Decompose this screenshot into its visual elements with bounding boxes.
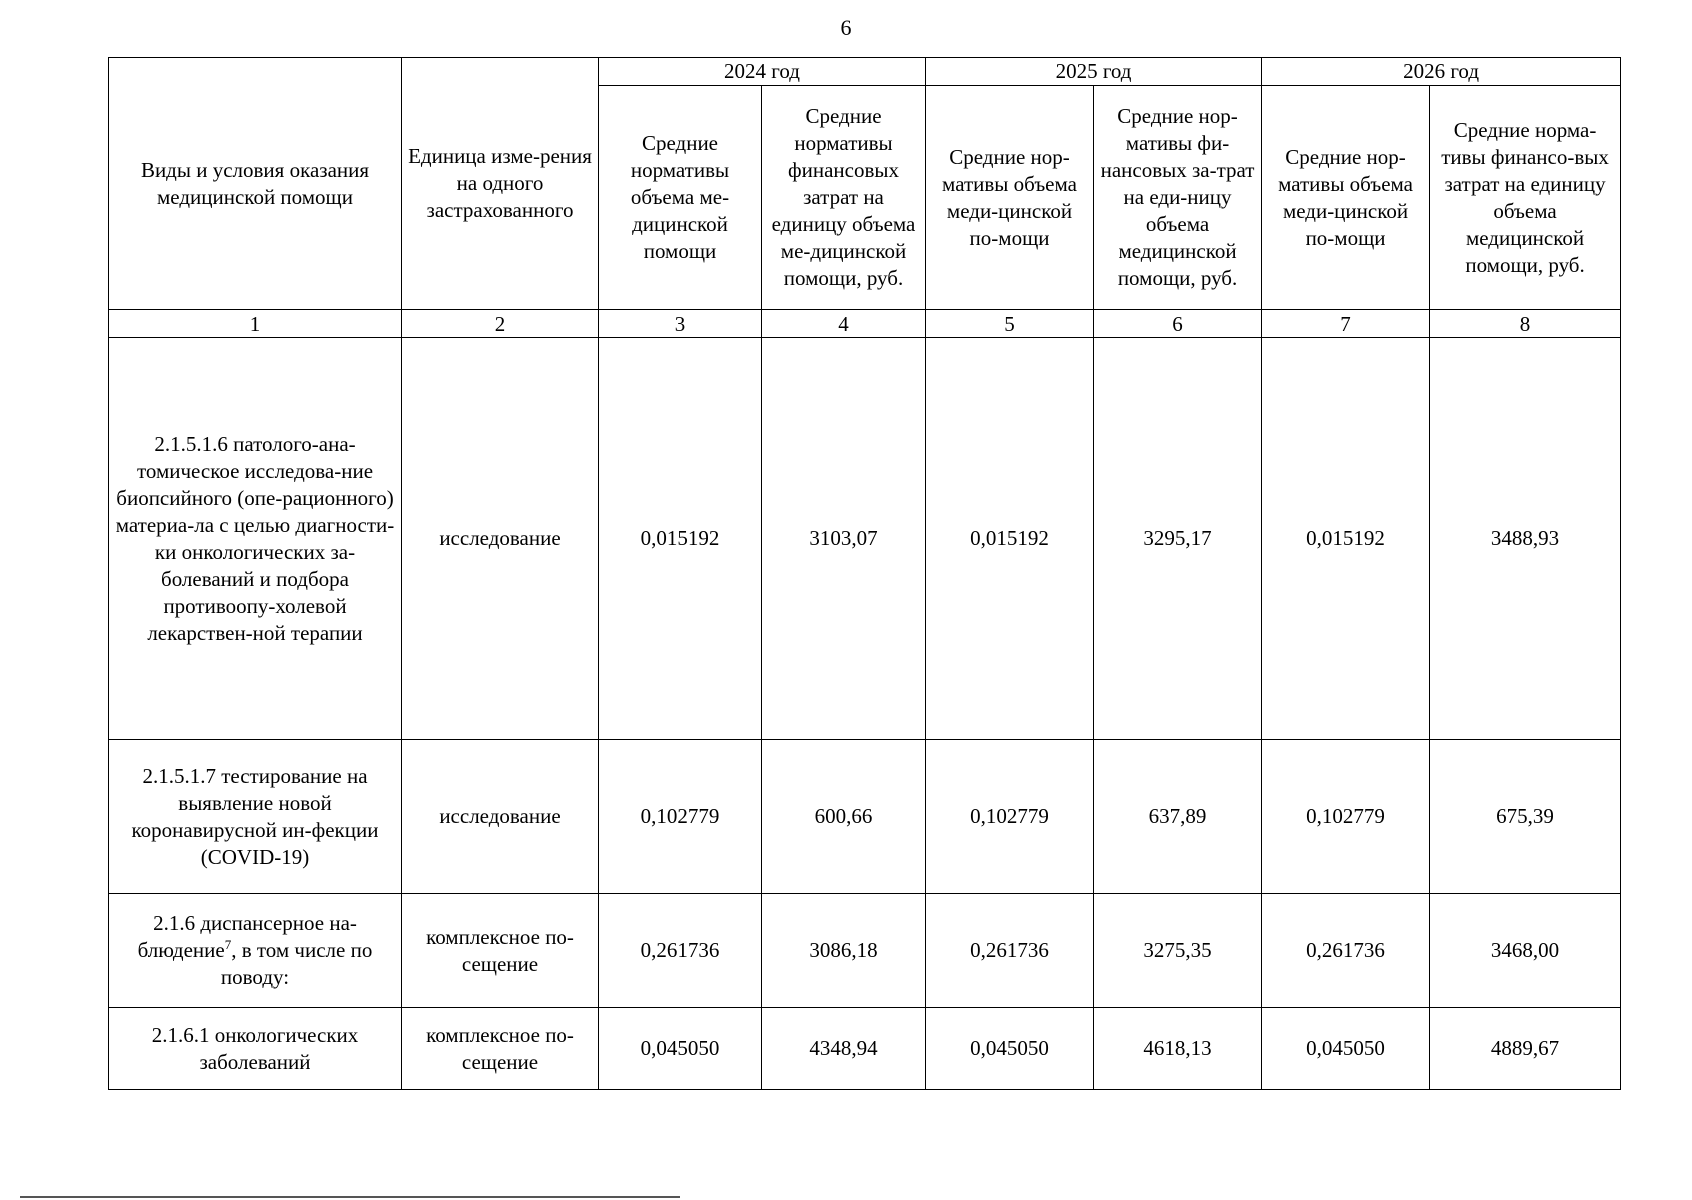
row-label <box>109 894 402 1008</box>
column-number: 3 <box>599 310 762 338</box>
column-number: 1 <box>109 310 402 338</box>
value-2026-cost: 3468,00 <box>1430 894 1621 1008</box>
value-2024-cost: 3086,18 <box>762 894 926 1008</box>
value-2026-volume: 0,015192 <box>1262 338 1430 740</box>
value-2025-cost: 3275,35 <box>1094 894 1262 1008</box>
value-2025-volume: 0,015192 <box>926 338 1094 740</box>
column-number: 4 <box>762 310 926 338</box>
row-unit: комплексное по-сещение <box>402 1008 599 1090</box>
value-2024-cost: 600,66 <box>762 740 926 894</box>
value-2026-volume: 0,102779 <box>1262 740 1430 894</box>
value-2024-volume: 0,102779 <box>599 740 762 894</box>
header-2025-cost: Средние нор-мативы фи-нансовых за-трат на еди-ницу объема медицинской помощи, руб. <box>1094 86 1262 310</box>
value-2025-cost: 3295,17 <box>1094 338 1262 740</box>
value-2026-volume: 0,045050 <box>1262 1008 1430 1090</box>
value-2025-volume: 0,261736 <box>926 894 1094 1008</box>
value-2024-volume: 0,261736 <box>599 894 762 1008</box>
row-label: 2.1.5.1.7 тестирование на выявление новой коронавирусной ин-фекции (COVID-19) <box>109 740 402 894</box>
header-2024-cost: Средние нормативы финансовых затрат на единицу объема ме-дицинской помощи, руб. <box>762 86 926 310</box>
table-row <box>109 894 1621 1008</box>
header-2026-volume: Средние нор-мативы объема меди-цинской по-мощи <box>1262 86 1430 310</box>
row-unit: исследование <box>402 740 599 894</box>
norms-table <box>108 57 1621 1090</box>
row-label-text: , в том числе по поводу: <box>220 938 373 989</box>
value-2026-cost: 4889,67 <box>1430 1008 1621 1090</box>
row-label: 2.1.6.1 онкологических заболеваний <box>109 1008 402 1090</box>
header-row-years <box>109 58 1621 86</box>
column-number: 7 <box>1262 310 1430 338</box>
header-2025-volume: Средние нор-мативы объема меди-цинской по-мощи <box>926 86 1094 310</box>
value-2025-volume: 0,045050 <box>926 1008 1094 1090</box>
column-number: 6 <box>1094 310 1262 338</box>
value-2025-volume: 0,102779 <box>926 740 1094 894</box>
value-2024-volume: 0,015192 <box>599 338 762 740</box>
value-2026-cost: 675,39 <box>1430 740 1621 894</box>
header-2024-volume: Средние нормативы объема ме-дицинской помощи <box>599 86 762 310</box>
row-unit: исследование <box>402 338 599 740</box>
row-label: 2.1.5.1.6 патолого-ана-томическое исследова-ние биопсийного (опе-рационного) материа-ла с целью диагности-ки онкологических за-болеваний и подбора противоопу-холевой лекарствен-ной терапии <box>109 338 402 740</box>
row-label-text: 2.1.6 диспансерное на-блюдение <box>137 911 357 962</box>
header-unit: Единица изме-рения на одного застрахованного <box>402 58 599 310</box>
page-number: 6 <box>840 15 852 40</box>
value-2025-cost: 637,89 <box>1094 740 1262 894</box>
header-year-2025: 2025 год <box>926 58 1262 86</box>
table-row <box>109 338 1621 740</box>
header-row-column-numbers <box>109 310 1621 338</box>
value-2024-volume: 0,045050 <box>599 1008 762 1090</box>
value-2026-cost: 3488,93 <box>1430 338 1621 740</box>
value-2026-volume: 0,261736 <box>1262 894 1430 1008</box>
header-kinds-of-care: Виды и условия оказания медицинской помощи <box>109 58 402 310</box>
value-2024-cost: 4348,94 <box>762 1008 926 1090</box>
header-year-2026: 2026 год <box>1262 58 1621 86</box>
table-row <box>109 740 1621 894</box>
page-bottom-rule <box>20 1196 680 1198</box>
value-2024-cost: 3103,07 <box>762 338 926 740</box>
column-number: 2 <box>402 310 599 338</box>
value-2025-cost: 4618,13 <box>1094 1008 1262 1090</box>
row-unit: комплексное по-сещение <box>402 894 599 1008</box>
column-number: 5 <box>926 310 1094 338</box>
column-number: 8 <box>1430 310 1621 338</box>
table-row <box>109 1008 1621 1090</box>
header-year-2024: 2024 год <box>599 58 926 86</box>
header-2026-cost: Средние норма-тивы финансо-вых затрат на единицу объема медицинской помощи, руб. <box>1430 86 1621 310</box>
footnote-mark: 7 <box>224 937 232 952</box>
